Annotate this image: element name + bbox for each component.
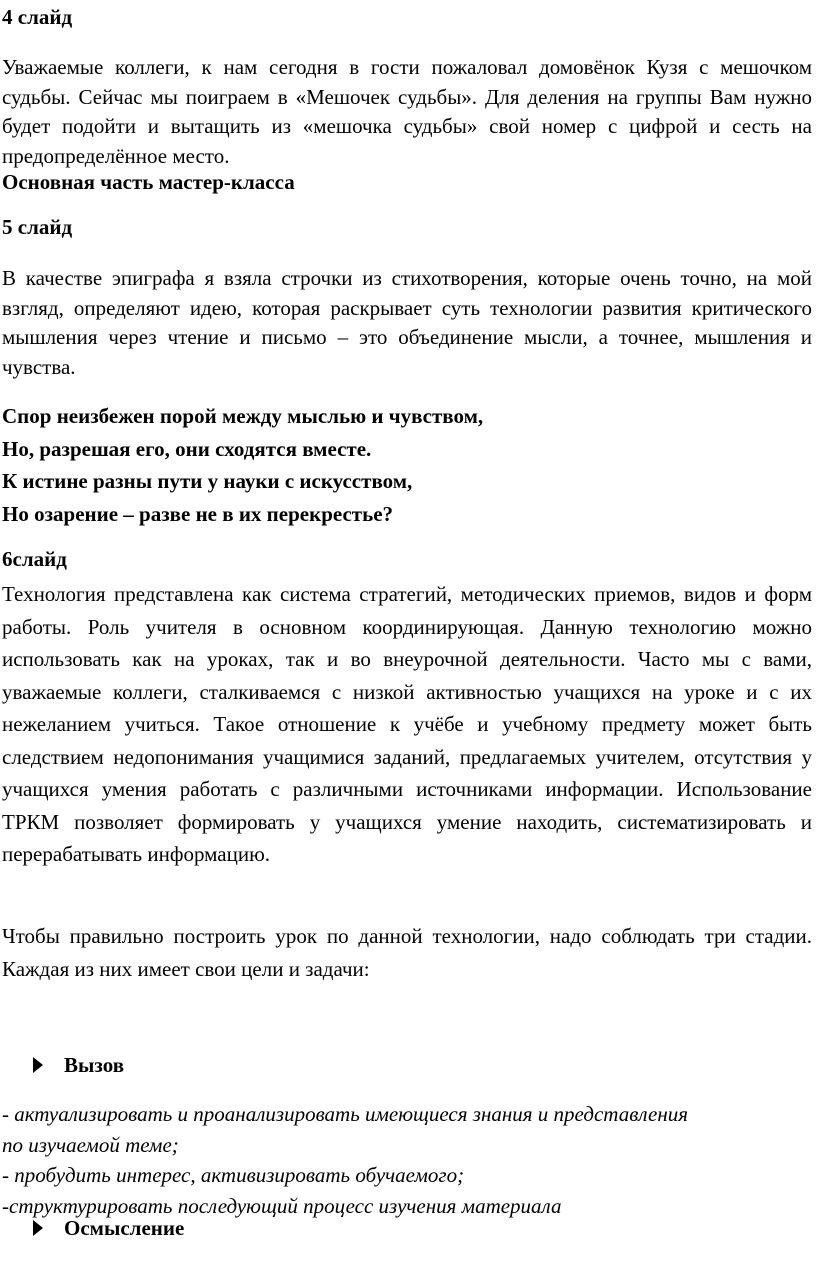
slide-4-label: 4 слайд [2, 5, 73, 29]
goal-line: по изучаемой теме; [2, 1132, 179, 1157]
main-part-heading: Основная часть мастер-класса [2, 170, 295, 194]
goal-line: - актуализировать и проанализировать имеющиеся знания и представления [2, 1102, 689, 1126]
goal-line: - пробудить интерес, активизировать обучаемого; [2, 1163, 465, 1187]
poem-line: Но, разрешая его, они сходятся вместе. [2, 436, 372, 461]
stage-comprehension-heading [2, 1214, 184, 1242]
slide-5-label: 5 слайд [2, 215, 73, 239]
epigraph-poem [2, 400, 483, 530]
slide-6-paragraph-2: Чтобы правильно построить урок по данной технологии, надо соблюдать три стадии. Каждая из них имеет свои цели и задачи: [2, 924, 812, 981]
stage-title: Осмысление [64, 1216, 185, 1240]
slide-6-label: 6слайд [2, 547, 67, 571]
stage-challenge-goals [2, 1099, 688, 1221]
goal-line: -структурировать последующий процесс изучения материала [2, 1193, 562, 1218]
triangle-bullet-icon [33, 1057, 43, 1073]
slide-4-paragraph: Уважаемые коллеги, к нам сегодня в гости пожаловал домовёнок Кузя с мешочком судьбы. Сейчас мы поиграем в «Мешочек судьбы». Для деления на группы Вам нужно будет подойти и вытащить из «мешочка судьбы» свой номер с цифрой и сесть на предопределённое место. [2, 55, 812, 168]
poem-line: Спор неизбежен порой между мыслью и чувством, [2, 404, 484, 428]
stage-title: Вызов [64, 1053, 125, 1077]
poem-line: К истине разны пути у науки с искусством, [2, 469, 413, 493]
stage-challenge-heading [2, 1051, 124, 1079]
poem-line: Но озарение – разве не в их перекрестье? [2, 501, 394, 526]
slide-5-paragraph: В качестве эпиграфа я взяла строчки из стихотворения, которые очень точно, на мой взгляд, определяют идею, которая раскрывает суть технологии развития критического мышления через чтение и письмо – это объединение мысли, а точнее, мышления и чувства. [2, 266, 812, 379]
slide-6-paragraph-1: Технология представлена как система стратегий, методических приемов, видов и форм работы. Роль учителя в основном координирующая. Данную технологию можно использовать как на уроках, так и во внеурочной деятельности. Часто мы с вами, уважаемые коллеги, сталкиваемся с низкой активностью учащихся на уроке и с их нежеланием учиться. Такое отношение к учёбе и учебному предмету может быть следствием недопонимания учащимися заданий, предлагаемых учителем, отсутствия у учащихся умения работать с различными источниками информации. Использование ТРКМ позволяет формировать у учащихся умение находить, систематизировать и перерабатывать информацию. [2, 582, 812, 866]
triangle-bullet-icon [33, 1220, 43, 1236]
